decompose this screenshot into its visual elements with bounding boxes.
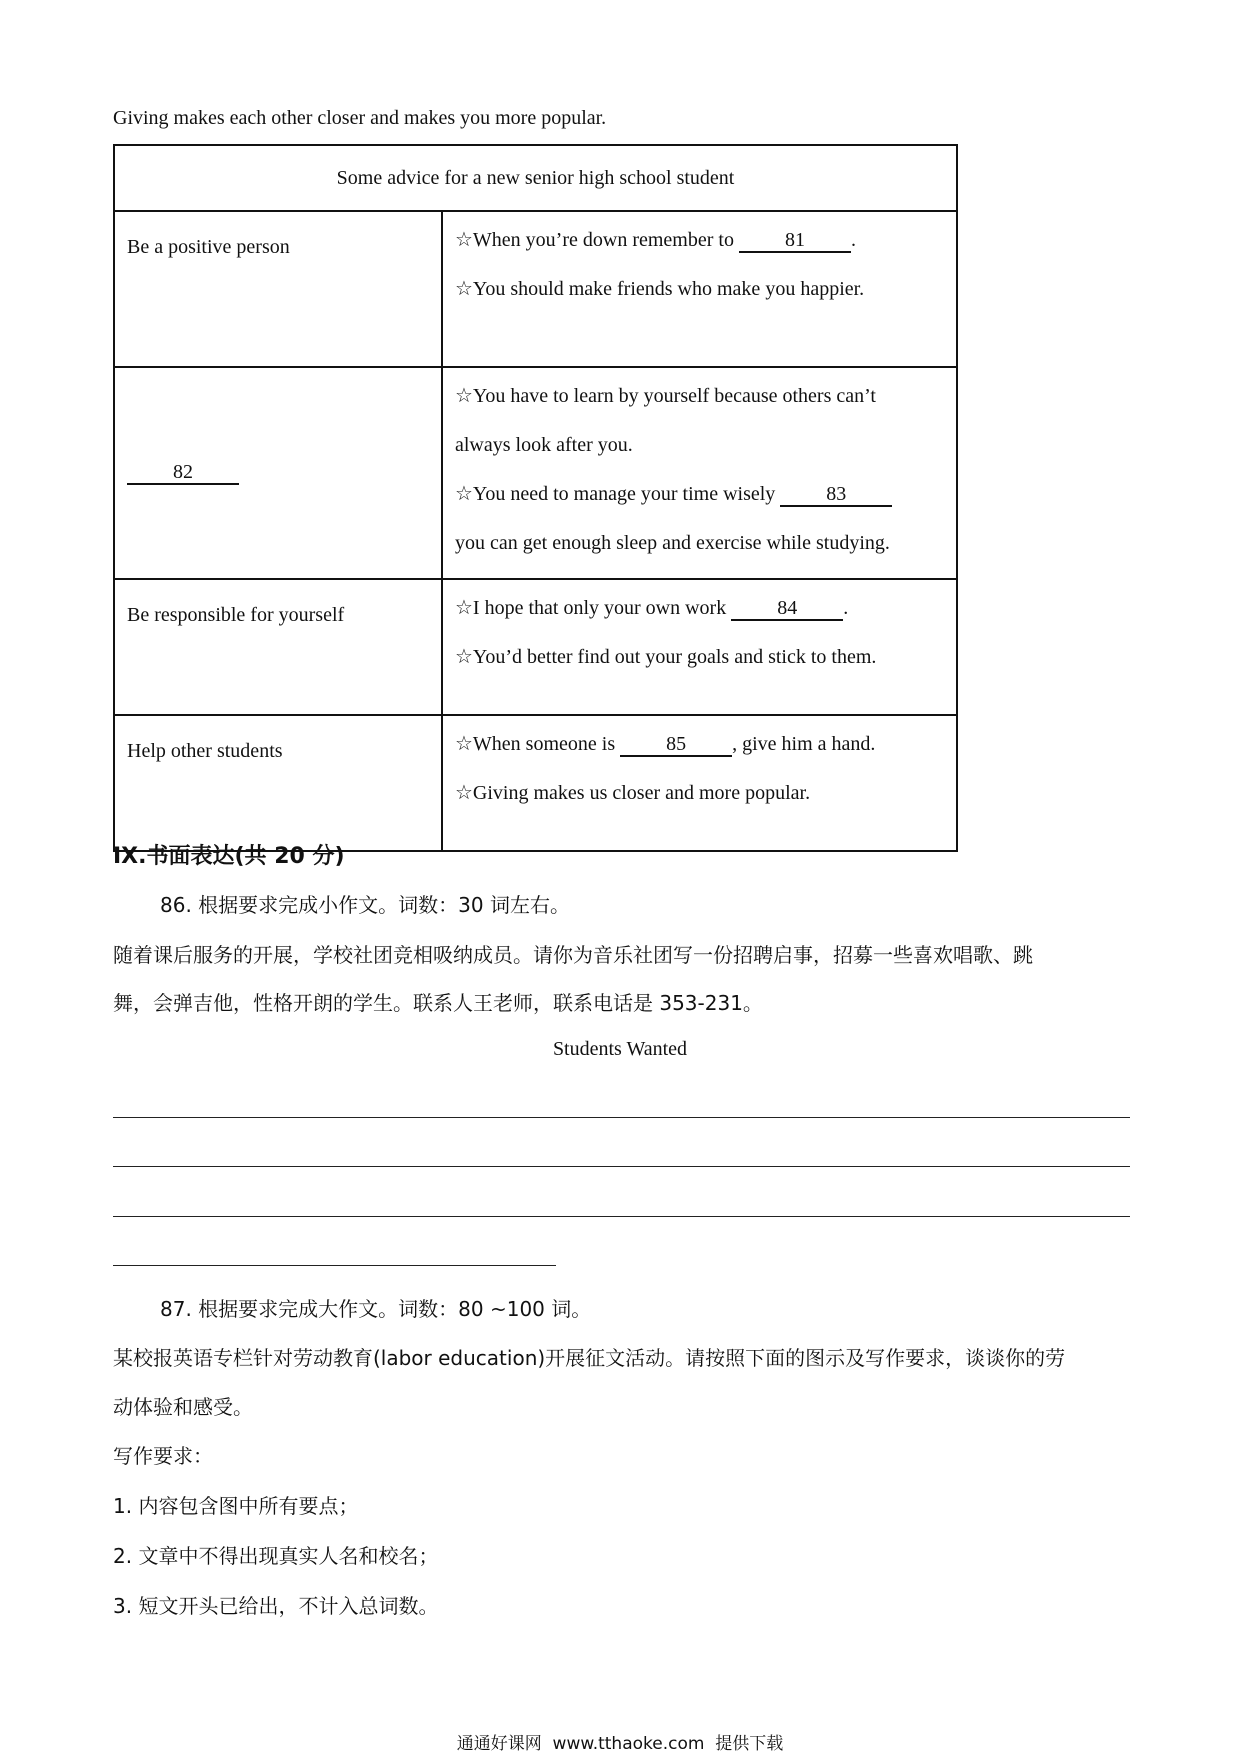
answer-blank-84[interactable]: 84 [731, 597, 843, 621]
q86-essay-title: Students Wanted [552, 1038, 688, 1060]
line-text-end: , give him a hand. [732, 733, 876, 755]
list-item [455, 216, 944, 265]
line-text-end: . [843, 597, 849, 619]
q86-body-line: 随着课后服务的开展，学校社团竞相吸纳成员。请你为音乐社团写一份招聘启事，招募一些喜欢唱歌、跳 [113, 943, 1033, 967]
line-text-end: . [850, 229, 856, 251]
answer-blank-82[interactable]: 82 [127, 461, 239, 485]
table-row [114, 367, 957, 579]
list-item [455, 470, 944, 519]
intro-sentence: Giving makes each other closer and makes you more popular. [113, 107, 607, 129]
list-item [455, 584, 944, 633]
q87-prompt: 87. 根据要求完成大作文。词数：80 ~100 词。 [160, 1297, 592, 1321]
list-item: you can get enough sleep and exercise while studying. [455, 532, 890, 554]
list-item: ☆You have to learn by yourself because others can’t [455, 385, 876, 407]
table-row-label: Be a positive person [114, 211, 442, 367]
line-text: ☆You need to manage your time wisely [455, 483, 781, 505]
table-title: Some advice for a new senior high school student [114, 145, 957, 211]
answer-blank-85[interactable]: 85 [620, 733, 732, 757]
q87-body-line: 某校报英语专栏针对劳动教育(labor education)开展征文活动。请按照下面的图示及写作要求，谈谈你的劳 [113, 1346, 1066, 1370]
q87-requirement: 1. 内容包含图中所有要点； [113, 1494, 359, 1518]
list-item: always look after you. [455, 434, 633, 456]
table-row-label: Be responsible for yourself [114, 579, 442, 715]
list-item: ☆You’d better find out your goals and stick to them. [455, 646, 877, 668]
table-title-row [114, 145, 957, 211]
line-text: ☆When you’re down remember to [455, 229, 739, 251]
q86-prompt: 86. 根据要求完成小作文。词数：30 词左右。 [160, 893, 570, 917]
line-text: ☆When someone is [455, 733, 621, 755]
page-footer: 通通好课网 www.tthaoke.com 提供下载 [456, 1734, 784, 1754]
writing-line[interactable] [113, 1216, 1130, 1217]
table-row-label [114, 367, 442, 579]
table-row-content [442, 579, 957, 715]
advice-table [113, 144, 958, 852]
table-row [114, 579, 957, 715]
q87-requirements-heading: 写作要求： [113, 1444, 213, 1468]
list-item: ☆Giving makes us closer and more popular. [455, 782, 811, 804]
q87-requirement: 2. 文章中不得出现真实人名和校名； [113, 1544, 439, 1568]
section-heading: IX.书面表达(共 20 分) [113, 844, 345, 869]
writing-line[interactable] [113, 1265, 556, 1266]
list-item: ☆You should make friends who make you happier. [455, 278, 865, 300]
table-row-label: Help other students [114, 715, 442, 851]
table-row [114, 715, 957, 851]
q86-body-line: 舞，会弹吉他，性格开朗的学生。联系人王老师，联系电话是 353-231。 [113, 991, 763, 1015]
line-text: ☆I hope that only your own work [455, 597, 732, 619]
answer-blank-83[interactable]: 83 [780, 483, 892, 507]
writing-line[interactable] [113, 1166, 1130, 1167]
writing-line[interactable] [113, 1117, 1130, 1118]
table-row-content [442, 367, 957, 579]
table-row-content [442, 715, 957, 851]
list-item [455, 720, 944, 769]
table-row-content [442, 211, 957, 367]
q87-requirement: 3. 短文开头已给出，不计入总词数。 [113, 1594, 439, 1618]
answer-blank-81[interactable]: 81 [739, 229, 851, 253]
q87-body-line: 动体验和感受。 [113, 1395, 253, 1419]
table-row [114, 211, 957, 367]
